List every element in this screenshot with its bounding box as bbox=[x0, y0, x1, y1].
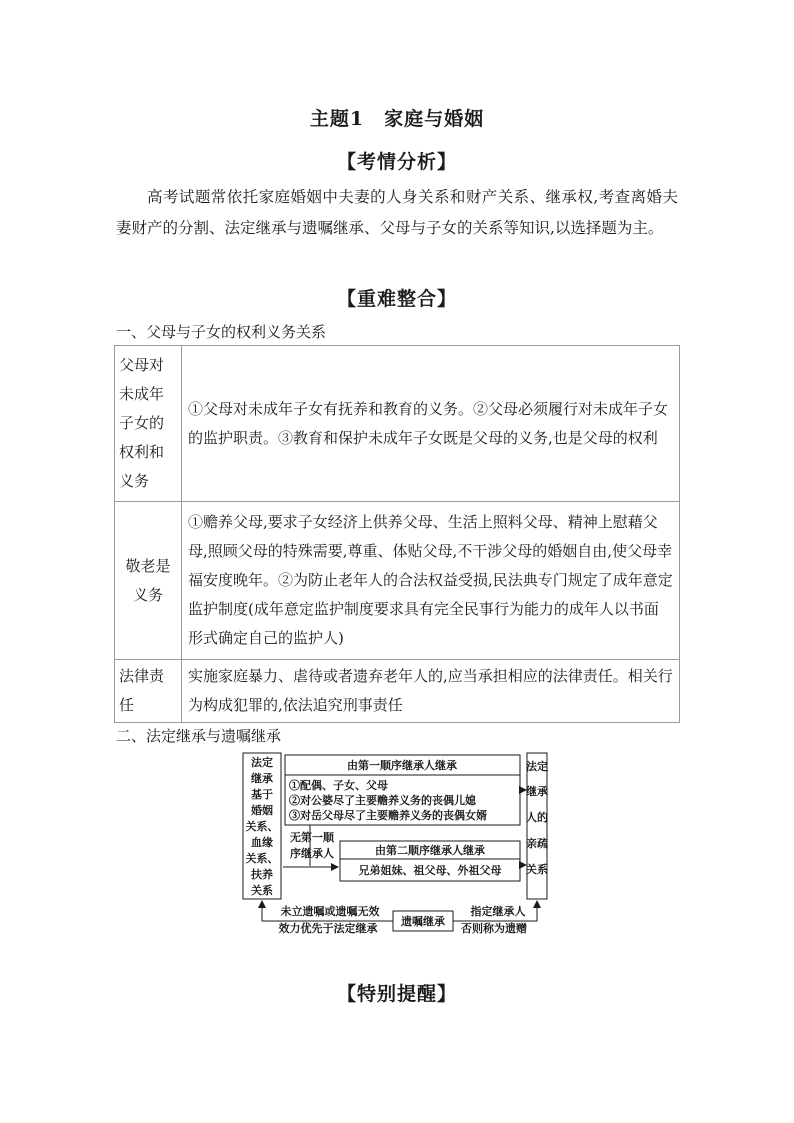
right-box-line: 人的 bbox=[526, 811, 548, 824]
left-box-line: 关系、 bbox=[245, 852, 279, 865]
right-note: 指定继承人 bbox=[470, 905, 526, 918]
right-note: 否则称为遗赠 bbox=[461, 922, 527, 935]
right-flow-line bbox=[453, 901, 537, 921]
section2-title: 二、法定继承与遗嘱继承 bbox=[116, 727, 282, 745]
row-label: 父母对未成年子女的权利和义务 bbox=[115, 346, 182, 502]
right-box-line: 关系 bbox=[526, 863, 548, 876]
left-note: 未立遗嘱或遗嘱无效 bbox=[280, 905, 380, 918]
second-order-box bbox=[340, 841, 520, 859]
row-content: ①赡养父母,要求子女经济上供养父母、生活上照料父母、精神上慰藉父母,照顾父母的特殊需要,尊重、体贴父母,不干涉父母的婚姻自由,使父母幸福安度晚年。②为防止老年人的合法权益受损,民法典专门规定了成年意定监护制度(成年意定监护制度要求具有完全民事行为能力的成年人以书面形式确定自己的监护人) bbox=[182, 502, 680, 660]
analysis-heading: 【考情分析】 bbox=[336, 151, 457, 173]
first-order-item: ③对岳父母尽了主要赡养义务的丧偶女婿 bbox=[289, 809, 487, 822]
right-box-line: 法定 bbox=[526, 760, 548, 773]
right-relation-box bbox=[527, 753, 547, 899]
left-box-line: 关系、 bbox=[245, 820, 279, 833]
second-order-items-box bbox=[340, 859, 520, 881]
row-content: ①父母对未成年子女有抚养和教育的义务。②父母必须履行对未成年子女的监护职责。③教育和保护未成年子女既是父母的义务,也是父母的权利 bbox=[182, 346, 680, 502]
left-box-line: 继承 bbox=[251, 772, 273, 785]
left-box-line: 婚姻 bbox=[251, 804, 273, 817]
first-order-box bbox=[285, 755, 520, 775]
left-box-line: 扶养 bbox=[251, 868, 273, 881]
reminder-heading: 【特别提醒】 bbox=[336, 983, 457, 1005]
left-box-line: 关系 bbox=[251, 884, 273, 897]
second-order-title: 由第二顺序继承人继承 bbox=[375, 844, 485, 857]
table-row bbox=[115, 346, 680, 502]
analysis-paragraph: 高考试题常依托家庭婚姻中夫妻的人身关系和财产关系、继承权,考查离婚夫妻财产的分割、法定继承与遗嘱继承、父母与子女的关系等知识,以选择题为主。 bbox=[116, 188, 678, 237]
section1-title: 一、父母与子女的权利义务关系 bbox=[116, 323, 327, 341]
first-order-item: ①配偶、子女、父母 bbox=[289, 779, 388, 792]
no-first-label: 无第一顺 bbox=[290, 831, 334, 844]
row-content: 实施家庭暴力、虐待或者遗弃老年人的,应当承担相应的法律责任。相关行为构成犯罪的,依法追究刑事责任 bbox=[182, 660, 680, 723]
first-order-item: ②对公婆尽了主要赡养义务的丧偶儿媳 bbox=[289, 794, 476, 807]
right-box-line: 继承 bbox=[526, 785, 548, 798]
left-box-line: 基于 bbox=[251, 788, 273, 801]
left-flow-line bbox=[262, 901, 393, 921]
row-label: 法律责任 bbox=[115, 660, 182, 723]
right-box-line: 亲疏 bbox=[526, 837, 548, 850]
page-title: 主题1 家庭与婚姻 bbox=[309, 108, 485, 130]
left-basis-box bbox=[243, 753, 281, 899]
left-note: 效力优先于法定继承 bbox=[278, 922, 378, 935]
will-box bbox=[393, 911, 453, 931]
row-label: 敬老是义务 bbox=[115, 502, 182, 660]
second-order-items: 兄弟姐妹、祖父母、外祖父母 bbox=[358, 864, 502, 877]
left-box-line: 血缘 bbox=[251, 836, 273, 849]
table-row bbox=[115, 660, 680, 723]
first-order-title: 由第一顺序继承人继承 bbox=[347, 759, 457, 772]
left-box-line: 法定 bbox=[251, 756, 273, 769]
integration-heading: 【重难整合】 bbox=[336, 288, 457, 310]
first-order-items-box bbox=[285, 775, 520, 825]
table-row bbox=[115, 502, 680, 660]
will-box-label: 遗嘱继承 bbox=[401, 915, 445, 928]
no-first-label: 序继承人 bbox=[290, 847, 334, 860]
rights-duties-table bbox=[114, 345, 680, 723]
